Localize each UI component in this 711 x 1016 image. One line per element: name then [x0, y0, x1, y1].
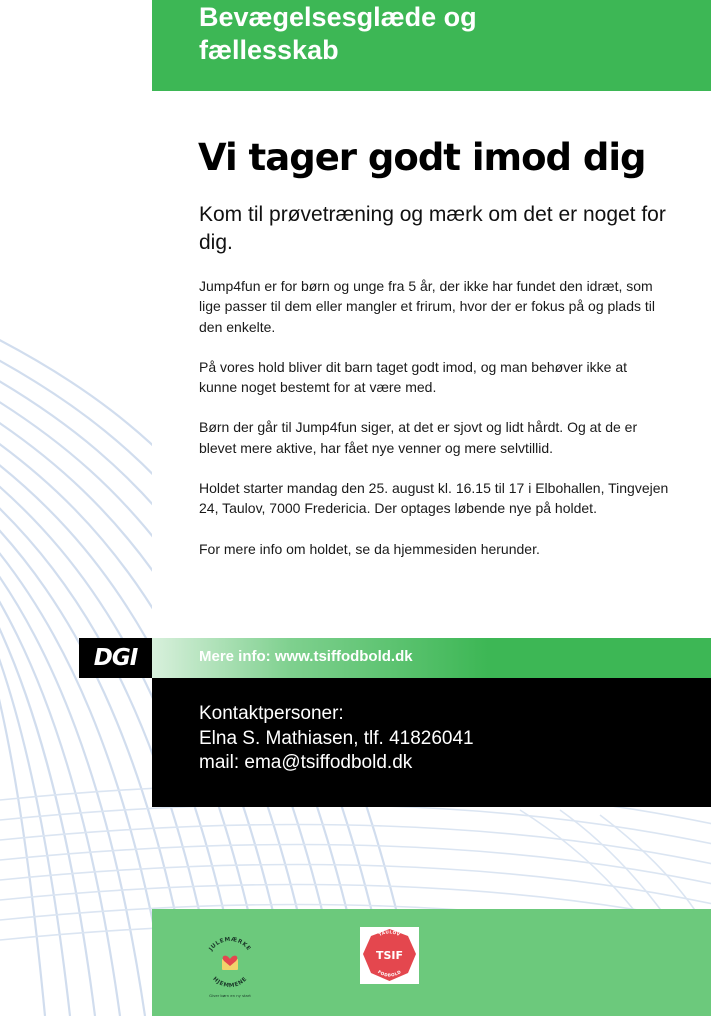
svg-text:JULEMÆRKE [208, 937, 252, 953]
paragraph: Jump4fun er for børn og unge fra 5 år, der ikke har fundet den idræt, som lige passer til dem eller mangler et frirum, hvor der er fokus på og plads til den enkelte. [199, 278, 655, 335]
tsif-bottom-text: FODBOLD [376, 969, 403, 978]
website-link[interactable]: Mere info: www.tsiffodbold.dk [199, 648, 413, 665]
tsif-top-text: TAULOV [377, 929, 402, 938]
main-heading: Vi tager godt imod dig [198, 136, 646, 179]
paragraph: På vores hold bliver dit barn taget godt imod, og man behøver ikke at kunne noget bestemt for at være med. [199, 358, 628, 396]
contact-heading: Kontaktpersoner: [199, 703, 344, 724]
contact-name-phone: Elna S. Mathiasen, tlf. 41826041 [199, 727, 474, 749]
subheading: Kom til prøvetræning og mærk om det er noget for dig. [199, 203, 666, 254]
header-band [152, 0, 711, 91]
dgi-logo-text: DGI [93, 645, 138, 671]
header-title: Bevægelsesglæde og fællesskab [199, 2, 477, 65]
paragraph: For mere info om holdet, se da hjemmesiden herunder. [199, 540, 540, 557]
info-band [152, 638, 711, 678]
contact-block [152, 678, 711, 807]
paragraph: Holdet starter mandag den 25. august kl. 16.15 til 17 i Elbohallen, Tingvejen 24, Taulov, 7000 Fredericia. Der optages løbende nye på holdet. [199, 480, 669, 517]
tsif-logo [360, 927, 419, 984]
footer-band [152, 909, 711, 1016]
julemaerke-bottom-text: HJEMMENE [211, 976, 249, 990]
contact-text [199, 702, 474, 776]
body-text [199, 276, 669, 579]
tsif-letters: TSIF [375, 949, 404, 962]
julemaerke-logo [196, 923, 264, 999]
contact-email: mail: ema@tsiffodbold.dk [199, 752, 413, 773]
julemaerke-top-text: JULEMÆRKE [208, 936, 252, 953]
svg-text:HJEMMENE [211, 976, 248, 989]
paragraph: Børn der går til Jump4fun siger, at det er sjovt og lidt hårdt. Og at de er blevet mere aktive, har fået nye venner og mere selvtillid. [199, 419, 638, 456]
julemaerke-tagline: Giver børn en ny start [209, 993, 251, 998]
dgi-logo [79, 638, 152, 678]
